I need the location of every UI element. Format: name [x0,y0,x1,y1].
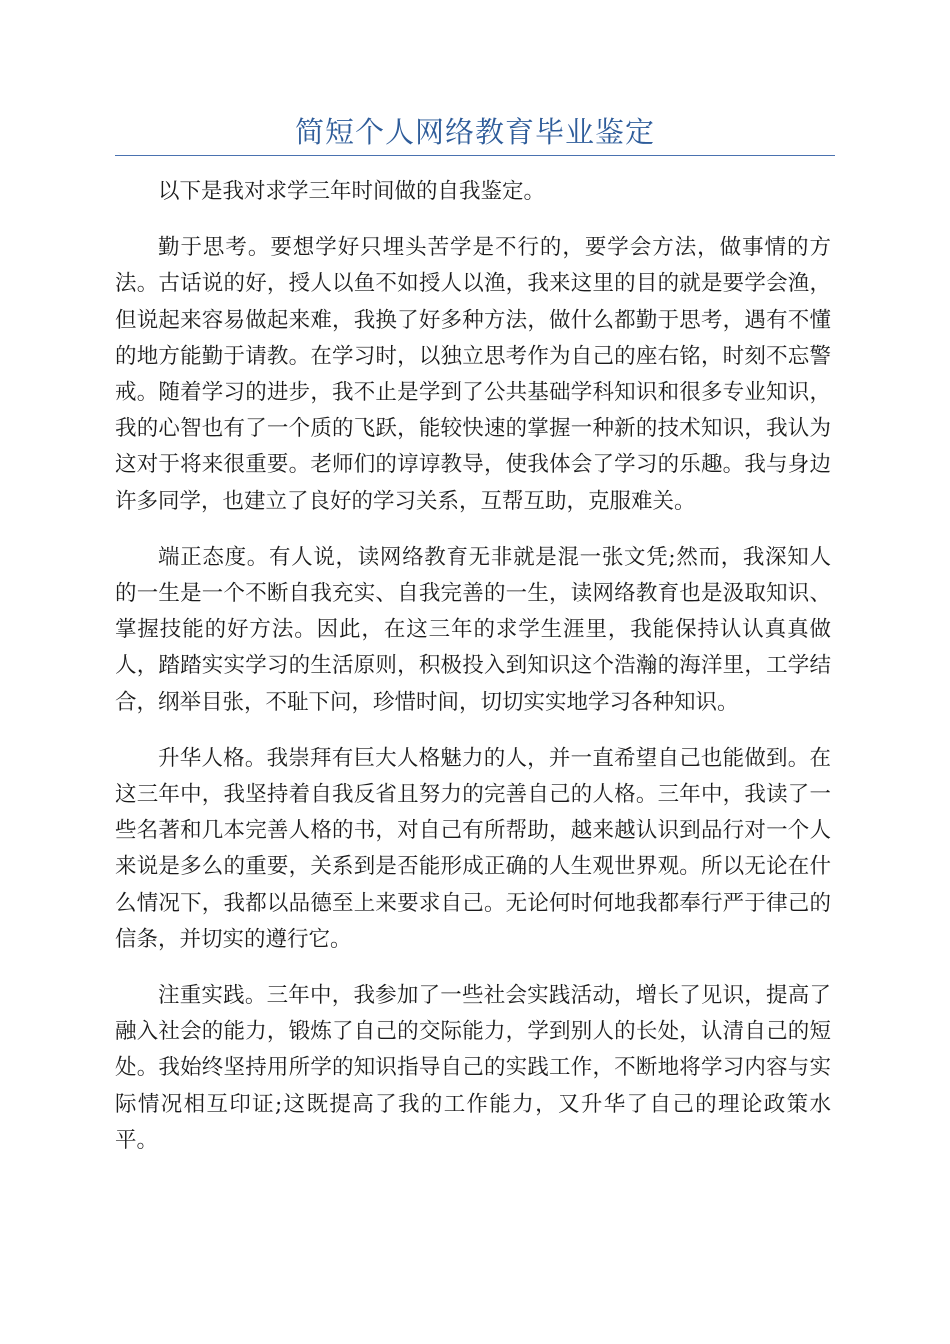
title-underline [115,155,835,156]
document-title: 简短个人网络教育毕业鉴定 [294,115,655,149]
paragraph-intro: 以下是我对求学三年时间做的自我鉴定。 [158,179,546,204]
paragraph-diligent-thinking: 勤于思考。要想学好只埋头苦学是不行的，要学会方法，做事情的方法。古话说的好，授人以鱼不如授人以渔，我来这里的目的就是要学会渔，但说起来容易做起来难，我换了好多种方法，做什么都勤于思考，遇有不懂的地方能勤于请教。在学习时，以独立思考作为自己的座右铭，时刻不忘警戒。随着学习的进步，我不止是学到了公共基础学科知识和很多专业知识，我的心智也有了一个质的飞跃，能较快速的掌握一种新的技术知识，我认为这对于将来很重要。老师们的谆谆教导，使我体会了学习的乐趣。我与身边许多同学，也建立了良好的学习关系，互帮互助，克服难关。 [115,235,831,514]
document-body [115,174,831,1179]
paragraph-attitude: 端正态度。有人说，读网络教育无非就是混一张文凭;然而，我深知人的一生是一个不断自我充实、自我完善的一生，读网络教育也是汲取知识、掌握技能的好方法。因此，在这三年的求学生涯里，我能保持认认真真做人，踏踏实实学习的生活原则，积极投入到知识这个浩瀚的海洋里，工学结合，纲举目张，不耻下问，珍惜时间，切切实实地学习各种知识。 [115,544,831,715]
paragraph-practice: 注重实践。三年中，我参加了一些社会实践活动，增长了见识，提高了融入社会的能力，锻炼了自己的交际能力，学到别人的长处，认清自己的短处。我始终坚持用所学的知识指导自己的实践工作，不断地将学习内容与实际情况相互印证;这既提高了我的工作能力，又升华了自己的理论政策水平。 [115,983,831,1153]
paragraph-character: 升华人格。我崇拜有巨大人格魅力的人，并一直希望自己也能做到。在这三年中，我坚持着自我反省且努力的完善自己的人格。三年中，我读了一些名著和几本完善人格的书，对自己有所帮助，越来越认识到品行对一个人来说是多么的重要，关系到是否能形成正确的人生观世界观。所以无论在什么情况下，我都以品德至上来要求自己。无论何时何地我都奉行严于律己的信条，并切实的遵行它。 [115,745,831,952]
